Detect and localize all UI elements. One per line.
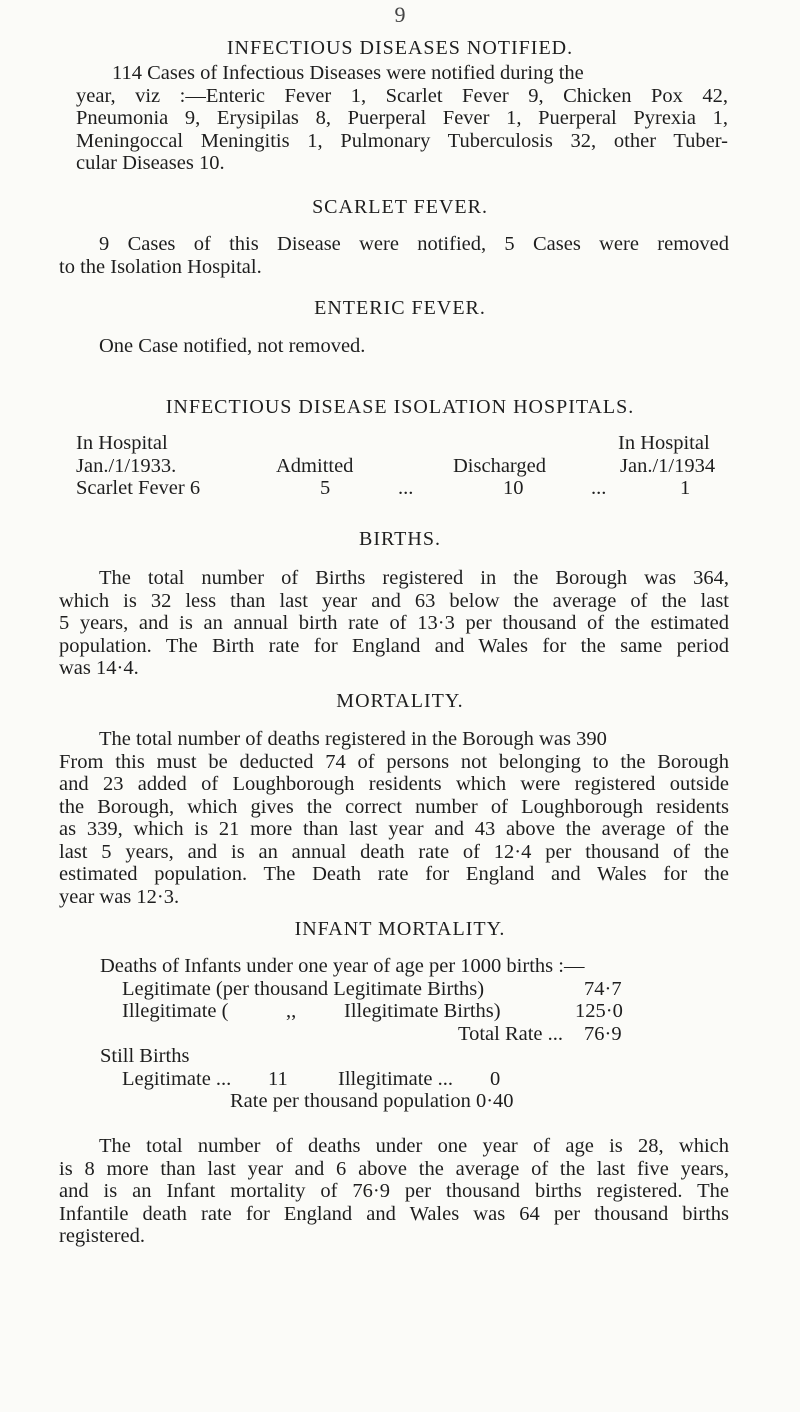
paragraph-line: registered. bbox=[59, 1225, 145, 1247]
paragraph-line: population. The Birth rate for England and Wales for the same period bbox=[59, 634, 729, 657]
paragraph-line: The total number of deaths registered in the Borough was 390 bbox=[99, 728, 607, 750]
paragraph-line: 114 Cases of Infectious Diseases were notified during the bbox=[112, 62, 584, 84]
mortality-heading: MORTALITY. bbox=[336, 690, 464, 712]
scarlet-fever-heading: SCARLET FEVER. bbox=[312, 196, 488, 218]
paragraph-line: Infantile death rate for England and Wales was 64 per thousand births bbox=[59, 1202, 729, 1225]
paragraph-line: the Borough, which gives the correct number of Loughborough residents bbox=[59, 795, 729, 818]
mortality-paragraph bbox=[59, 728, 729, 908]
paragraph-line: 9 Cases of this Disease were notified, 5 Cases were removed bbox=[99, 233, 729, 255]
paragraph-line: as 339, which is 21 more than last year and 43 above the average of the bbox=[59, 818, 729, 840]
illegitimate-label: Illegitimate ( bbox=[122, 1000, 229, 1022]
paragraph-line: cular Diseases 10. bbox=[76, 152, 225, 174]
infant-intro: Deaths of Infants under one year of age per 1000 births :— bbox=[100, 955, 585, 977]
paragraph-line: last 5 years, and is an annual death rate of 12·4 per thousand of the bbox=[59, 840, 729, 863]
paragraph-line: to the Isolation Hospital. bbox=[59, 255, 262, 278]
total-rate-value: 76·9 bbox=[584, 1022, 622, 1045]
paragraph-line: One Case notified, not removed. bbox=[99, 335, 366, 357]
births-paragraph bbox=[59, 567, 729, 680]
cell-in-hospital-end: 1 bbox=[680, 477, 691, 499]
legitimate-value: 74·7 bbox=[584, 977, 622, 1000]
paragraph-line: was 14·4. bbox=[59, 657, 139, 679]
infectious-diseases-heading: INFECTIOUS DISEASES NOTIFIED. bbox=[226, 37, 574, 59]
legitimate-label: Legitimate (per thousand Legitimate Births) bbox=[122, 977, 485, 1000]
cell-admitted: 5 bbox=[320, 477, 331, 499]
col-admitted-header: Admitted bbox=[276, 454, 354, 477]
col-in-hospital-start-date: Jan./1/1933. bbox=[76, 454, 177, 477]
paragraph-line: year, viz :—Enteric Fever 1, Scarlet Fever 9, Chicken Pox 42, bbox=[76, 84, 728, 107]
illegitimate-label-2: Illegitimate Births) bbox=[344, 1000, 501, 1022]
paragraph-line: is 8 more than last year and 6 above the average of the last five years, bbox=[59, 1157, 729, 1180]
scarlet-fever-paragraph bbox=[59, 233, 729, 278]
isolation-hospitals-table bbox=[76, 432, 736, 500]
paragraph-line: estimated population. The Death rate for England and Wales for the bbox=[59, 863, 729, 885]
cell-separator: ... bbox=[398, 477, 414, 499]
isolation-hospitals-heading: INFECTIOUS DISEASE ISOLATION HOSPITALS. bbox=[165, 396, 635, 418]
rate-per-thousand: Rate per thousand population 0·40 bbox=[230, 1090, 514, 1112]
infant-mortality-paragraph bbox=[59, 1135, 729, 1248]
paragraph-line: From this must be deducted 74 of persons not belonging to the Borough bbox=[59, 750, 729, 773]
cell-discharged: 10 bbox=[503, 477, 524, 499]
paragraph-line: and is an Infant mortality of 76·9 per thousand births registered. The bbox=[59, 1180, 729, 1202]
row-label-scarlet-fever: Scarlet Fever 6 bbox=[76, 477, 201, 499]
paragraph-line: The total number of Births registered in the Borough was 364, bbox=[99, 567, 729, 589]
col-in-hospital-end-date: Jan./1/1934 bbox=[620, 454, 716, 477]
cell-separator: ... bbox=[591, 477, 607, 499]
still-births-legitimate-value: 11 bbox=[268, 1067, 288, 1090]
paragraph-line: Pneumonia 9, Erysipilas 8, Puerperal Fever 1, Puerperal Pyrexia 1, bbox=[76, 107, 728, 129]
paragraph-line: The total number of deaths under one year of age is 28, which bbox=[99, 1135, 729, 1157]
infectious-diseases-paragraph bbox=[76, 62, 728, 175]
still-births-illegitimate-label: Illegitimate ... bbox=[338, 1067, 453, 1090]
col-discharged-header: Discharged bbox=[453, 454, 546, 477]
still-births-label: Still Births bbox=[100, 1045, 190, 1067]
col-in-hospital-end-header: In Hospital bbox=[618, 432, 710, 454]
page-number: 9 bbox=[394, 2, 406, 27]
ditto-mark: ,, bbox=[286, 1000, 297, 1022]
infant-mortality-table bbox=[76, 955, 736, 1113]
paragraph-line: and 23 added of Loughborough residents which were registered outside bbox=[59, 773, 729, 795]
col-in-hospital-start-header: In Hospital bbox=[76, 432, 168, 454]
enteric-fever-heading: ENTERIC FEVER. bbox=[314, 297, 486, 319]
births-heading: BIRTHS. bbox=[359, 528, 441, 550]
infant-mortality-heading: INFANT MORTALITY. bbox=[294, 918, 506, 940]
paragraph-line: which is 32 less than last year and 63 below the average of the last bbox=[59, 589, 729, 612]
total-rate-label: Total Rate ... bbox=[458, 1022, 564, 1045]
still-births-legitimate-label: Legitimate ... bbox=[122, 1067, 232, 1090]
enteric-fever-paragraph bbox=[99, 335, 751, 358]
paragraph-line: 5 years, and is an annual birth rate of 13·3 per thousand of the estimated bbox=[59, 612, 729, 634]
still-births-illegitimate-value: 0 bbox=[490, 1067, 501, 1090]
paragraph-line: year was 12·3. bbox=[59, 885, 180, 908]
paragraph-line: Meningoccal Meningitis 1, Pulmonary Tuberculosis 32, other Tuber- bbox=[76, 129, 728, 152]
illegitimate-value: 125·0 bbox=[575, 1000, 623, 1022]
